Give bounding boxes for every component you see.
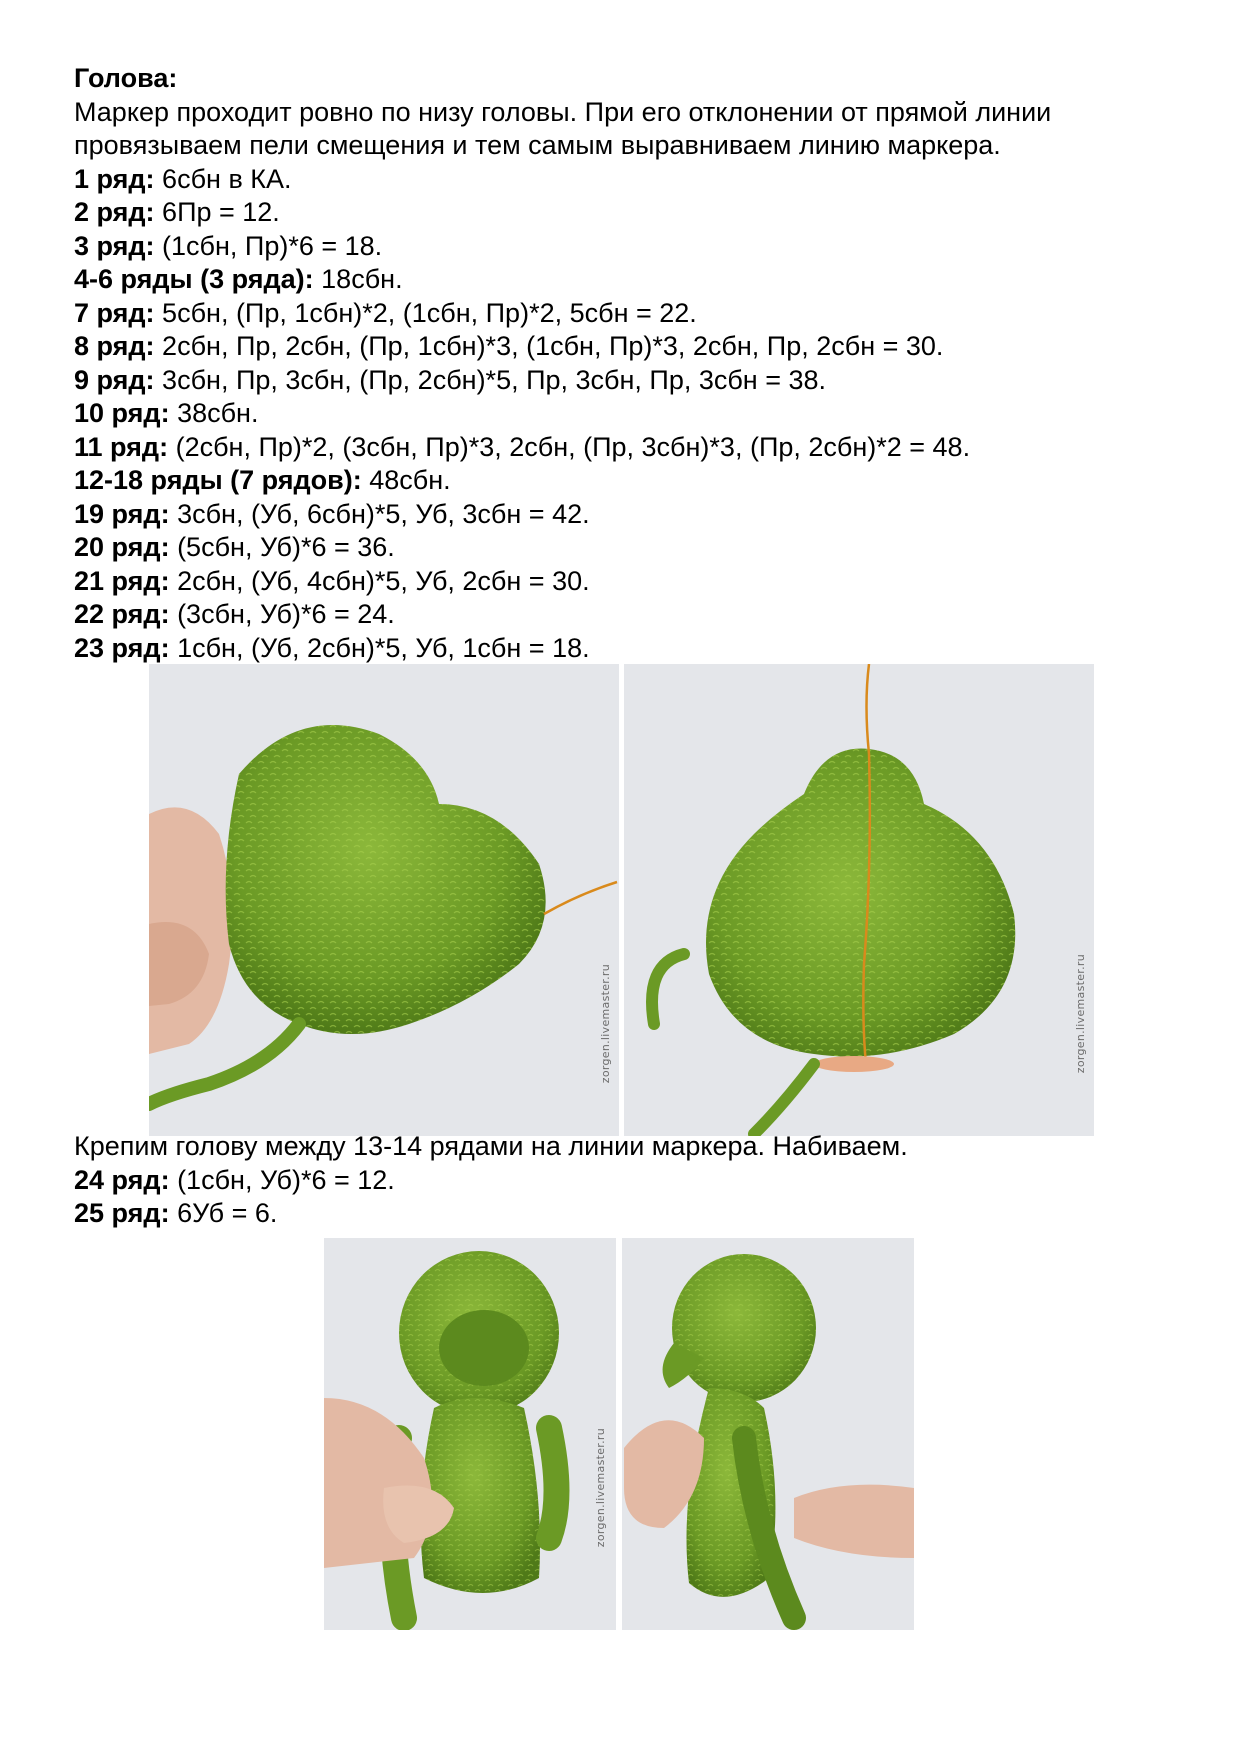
intro-line: Маркер проходит ровно по низу головы. При его отклонении от прямой линии bbox=[74, 96, 1052, 127]
row-text: 5сбн, (Пр, 1сбн)*2, (1сбн, Пр)*2, 5сбн = 22. bbox=[154, 297, 697, 328]
photo-head-side bbox=[149, 664, 619, 1136]
row-label: 20 ряд: bbox=[74, 532, 170, 562]
row-label: 24 ряд: bbox=[74, 1164, 170, 1195]
row-text: 3сбн, (Уб, 6сбн)*5, Уб, 3сбн = 42. bbox=[169, 498, 590, 529]
row-instruction bbox=[74, 1197, 1174, 1231]
row-instruction bbox=[74, 531, 1174, 565]
row-instruction bbox=[74, 464, 1174, 498]
row-text: (1сбн, Уб)*6 = 12. bbox=[169, 1164, 395, 1195]
row-instruction bbox=[74, 263, 1174, 297]
row-instruction bbox=[74, 297, 1174, 331]
row-instruction bbox=[74, 397, 1174, 431]
row-instruction bbox=[74, 632, 1174, 666]
row-text: 6сбн в КА. bbox=[154, 163, 292, 194]
row-text: 38сбн. bbox=[169, 398, 259, 428]
watermark: zorgen.livemaster.ru bbox=[594, 1428, 607, 1548]
photo-body-front-and-side bbox=[324, 1238, 914, 1630]
row-instruction bbox=[74, 498, 1174, 532]
row-text: (5сбн, Уб)*6 = 36. bbox=[169, 532, 395, 562]
row-label: 11 ряд: bbox=[74, 431, 169, 462]
row-label: 23 ряд: bbox=[74, 632, 170, 663]
row-label: 22 ряд: bbox=[74, 599, 170, 629]
row-text: 6Пр = 12. bbox=[154, 197, 280, 227]
row-instruction bbox=[74, 364, 1174, 398]
row-label: 2 ряд: bbox=[74, 197, 155, 227]
row-text: 2сбн, (Уб, 4сбн)*5, Уб, 2сбн = 30. bbox=[169, 565, 590, 596]
section-title: Голова: bbox=[74, 63, 178, 93]
row-text: 48сбн. bbox=[361, 465, 451, 495]
photo-head-front bbox=[624, 664, 1094, 1136]
row-instruction bbox=[74, 163, 1174, 197]
row-label: 4-6 ряды (3 ряда): bbox=[74, 264, 314, 294]
row-text: 3сбн, Пр, 3сбн, (Пр, 2сбн)*5, Пр, 3сбн, Пр, 3сбн = 38. bbox=[154, 364, 827, 395]
row-label: 12-18 ряды (7 рядов): bbox=[74, 465, 362, 495]
pattern-text-top bbox=[74, 62, 1174, 665]
row-label: 10 ряд: bbox=[74, 398, 170, 428]
instruction-note: Крепим голову между 13-14 рядами на линии маркера. Набиваем. bbox=[74, 1131, 908, 1161]
row-instruction bbox=[74, 598, 1174, 632]
row-label: 25 ряд: bbox=[74, 1198, 170, 1228]
row-instruction bbox=[74, 196, 1174, 230]
row-text: (2сбн, Пр)*2, (3сбн, Пр)*3, 2сбн, (Пр, 3сбн)*3, (Пр, 2сбн)*2 = 48. bbox=[168, 431, 971, 462]
row-text: 1сбн, (Уб, 2сбн)*5, Уб, 1сбн = 18. bbox=[169, 632, 590, 663]
row-label: 21 ряд: bbox=[74, 565, 170, 596]
intro-line: провязываем пели смещения и тем самым выравниваем линию маркера. bbox=[74, 130, 1001, 160]
row-label: 8 ряд: bbox=[74, 331, 155, 361]
row-text: 6Уб = 6. bbox=[169, 1198, 278, 1228]
row-instruction bbox=[74, 230, 1174, 264]
row-instruction bbox=[74, 330, 1174, 364]
row-text: 18сбн. bbox=[313, 264, 403, 294]
watermark: zorgen.livemaster.ru bbox=[599, 964, 612, 1084]
photo-body-illustration bbox=[324, 1238, 914, 1630]
pattern-text-bottom bbox=[74, 1130, 1174, 1231]
row-label: 7 ряд: bbox=[74, 297, 155, 328]
photo-head-side-illustration bbox=[149, 664, 619, 1136]
row-text: (3сбн, Уб)*6 = 24. bbox=[169, 599, 395, 629]
row-text: (1сбн, Пр)*6 = 18. bbox=[154, 230, 383, 261]
row-label: 9 ряд: bbox=[74, 364, 155, 395]
row-instruction bbox=[74, 565, 1174, 599]
photo-head-front-illustration bbox=[624, 664, 1094, 1136]
row-instruction bbox=[74, 431, 1174, 465]
watermark: zorgen.livemaster.ru bbox=[1074, 954, 1087, 1074]
row-label: 1 ряд: bbox=[74, 163, 155, 194]
row-text: 2сбн, Пр, 2сбн, (Пр, 1сбн)*3, (1сбн, Пр)*3, 2сбн, Пр, 2сбн = 30. bbox=[154, 331, 944, 361]
row-label: 3 ряд: bbox=[74, 230, 155, 261]
row-instruction bbox=[74, 1164, 1174, 1198]
row-label: 19 ряд: bbox=[74, 498, 170, 529]
